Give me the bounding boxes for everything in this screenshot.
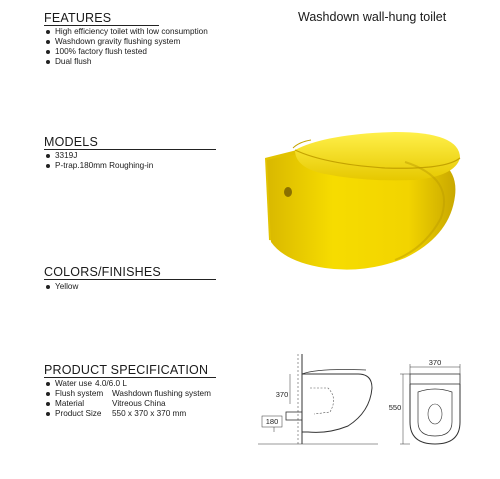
colors-list xyxy=(46,282,78,292)
width-dim-label: 370 xyxy=(428,358,442,367)
models-rule xyxy=(44,149,216,150)
bullet-icon xyxy=(46,60,50,64)
spec-heading: PRODUCT SPECIFICATION xyxy=(44,363,209,377)
height-dim-label: 370 xyxy=(275,390,289,399)
technical-drawing xyxy=(258,352,493,452)
bullet-icon xyxy=(46,50,50,54)
list-item: 3319J xyxy=(46,151,153,161)
bullet-icon xyxy=(46,40,50,44)
bullet-icon xyxy=(46,382,50,386)
bullet-icon xyxy=(46,392,50,396)
toilet-product-image xyxy=(255,118,465,288)
list-item: P-trap.180mm Roughing-in xyxy=(46,161,153,171)
spec-row: Water use 4.0/6.0 L xyxy=(46,379,211,389)
spec-row: Material Vitreous China xyxy=(46,399,211,409)
bullet-icon xyxy=(46,154,50,158)
product-title: Washdown wall-hung toilet xyxy=(298,10,447,24)
colors-rule xyxy=(44,279,216,280)
list-item: Dual flush xyxy=(46,57,208,67)
features-list xyxy=(46,27,208,67)
spec-rule xyxy=(44,377,216,378)
list-item: Washdown gravity flushing system xyxy=(46,37,208,47)
trap-dim-label: 180 xyxy=(265,417,279,426)
bullet-icon xyxy=(46,412,50,416)
bullet-icon xyxy=(46,30,50,34)
colors-heading: COLORS/FINISHES xyxy=(44,265,161,279)
spec-list xyxy=(46,379,211,419)
spec-row: Flush system Washdown flushing system xyxy=(46,389,211,399)
bullet-icon xyxy=(46,285,50,289)
list-item: Yellow xyxy=(46,282,78,292)
list-item: High efficiency toilet with low consumption xyxy=(46,27,208,37)
list-item: 100% factory flush tested xyxy=(46,47,208,57)
models-heading: MODELS xyxy=(44,135,98,149)
models-list xyxy=(46,151,153,171)
features-heading: FEATURES xyxy=(44,11,112,25)
spec-row: Product Size 550 x 370 x 370 mm xyxy=(46,409,211,419)
bullet-icon xyxy=(46,164,50,168)
bullet-icon xyxy=(46,402,50,406)
length-dim-label: 550 xyxy=(388,403,402,412)
features-rule xyxy=(44,25,159,26)
